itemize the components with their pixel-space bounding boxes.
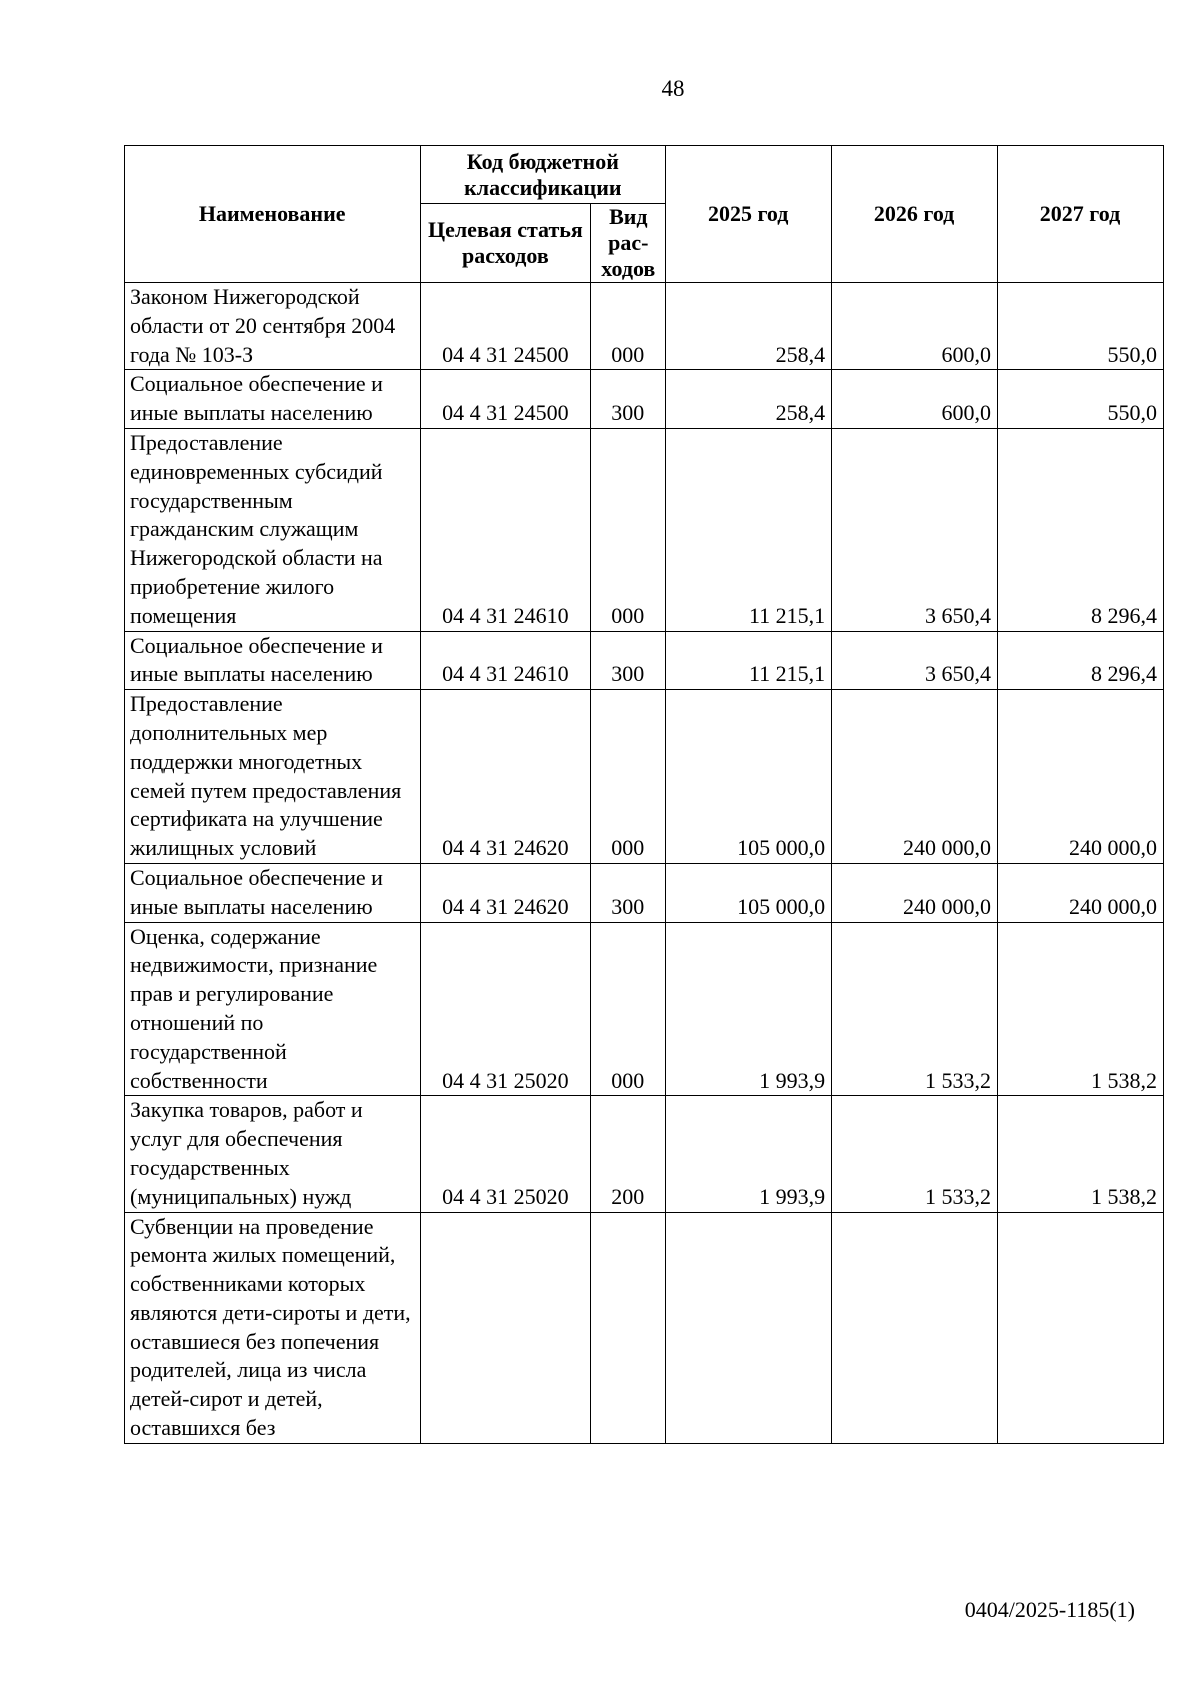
row-target-article	[421, 1212, 591, 1443]
row-target-article: 04 4 31 24620	[421, 863, 591, 922]
row-value-2025	[666, 1212, 832, 1443]
table-row	[125, 690, 1164, 864]
table-row	[125, 1096, 1164, 1212]
row-value-2025: 1 993,9	[666, 1096, 832, 1212]
table-row	[125, 631, 1164, 690]
table-row	[125, 1212, 1164, 1443]
row-value-2027: 240 000,0	[998, 863, 1164, 922]
row-value-2026: 600,0	[832, 283, 998, 370]
table-row	[125, 863, 1164, 922]
row-target-article: 04 4 31 24610	[421, 631, 591, 690]
row-expense-kind: 300	[591, 863, 666, 922]
row-name: Закупка товаров, работ и услуг для обеспечения государственных (муниципальных) нужд	[125, 1096, 421, 1212]
header-year-2027: 2027 год	[998, 146, 1164, 283]
row-target-article: 04 4 31 24500	[421, 283, 591, 370]
row-value-2025: 105 000,0	[666, 863, 832, 922]
row-value-2027	[998, 1212, 1164, 1443]
row-target-article: 04 4 31 25020	[421, 1096, 591, 1212]
row-value-2027: 240 000,0	[998, 690, 1164, 864]
row-value-2027: 550,0	[998, 283, 1164, 370]
row-target-article: 04 4 31 24620	[421, 690, 591, 864]
row-expense-kind	[591, 1212, 666, 1443]
row-value-2027: 8 296,4	[998, 428, 1164, 631]
header-target-article: Целевая статья расходов	[421, 204, 591, 283]
budget-table	[124, 145, 1164, 1444]
row-value-2025: 11 215,1	[666, 428, 832, 631]
page-number: 48	[661, 76, 685, 101]
row-name: Субвенции на проведение ремонта жилых помещений, собственниками которых являются дети-сироты и дети, оставшиеся без попечения родителей, лица из числа детей-сирот и детей, оставшихся без	[125, 1212, 421, 1443]
row-expense-kind: 200	[591, 1096, 666, 1212]
row-value-2027: 1 538,2	[998, 1096, 1164, 1212]
header-expense-kind: Вид рас-ходов	[591, 204, 666, 283]
row-target-article: 04 4 31 24610	[421, 428, 591, 631]
row-value-2027: 8 296,4	[998, 631, 1164, 690]
row-target-article: 04 4 31 25020	[421, 922, 591, 1096]
table-body	[125, 283, 1164, 1444]
row-expense-kind: 000	[591, 283, 666, 370]
row-value-2026: 1 533,2	[832, 922, 998, 1096]
table-row	[125, 428, 1164, 631]
row-value-2026: 240 000,0	[832, 863, 998, 922]
table-header	[125, 146, 1164, 283]
row-value-2026: 600,0	[832, 370, 998, 429]
document-code: 0404/2025-1185(1)	[964, 1597, 1135, 1622]
table-row	[125, 283, 1164, 370]
table-row	[125, 922, 1164, 1096]
row-expense-kind: 300	[591, 370, 666, 429]
row-value-2027: 1 538,2	[998, 922, 1164, 1096]
header-year-2026: 2026 год	[832, 146, 998, 283]
row-expense-kind: 000	[591, 690, 666, 864]
row-name: Предоставление единовременных субсидий государственным гражданским служащим Нижегородской области на приобретение жилого помещения	[125, 428, 421, 631]
table-row	[125, 370, 1164, 429]
row-name: Оценка, содержание недвижимости, признание прав и регулирование отношений по государственной собственности	[125, 922, 421, 1096]
row-value-2026: 3 650,4	[832, 428, 998, 631]
row-value-2025: 258,4	[666, 283, 832, 370]
row-name: Предоставление дополнительных мер поддержки многодетных семей путем предоставления сертификата на улучшение жилищных условий	[125, 690, 421, 864]
row-value-2026	[832, 1212, 998, 1443]
header-budget-code: Код бюджетной классификации	[421, 146, 666, 204]
row-value-2026: 1 533,2	[832, 1096, 998, 1212]
row-name: Законом Нижегородской области от 20 сентября 2004 года № 103-З	[125, 283, 421, 370]
row-expense-kind: 300	[591, 631, 666, 690]
row-value-2025: 11 215,1	[666, 631, 832, 690]
row-value-2026: 240 000,0	[832, 690, 998, 864]
row-name: Социальное обеспечение и иные выплаты населению	[125, 631, 421, 690]
row-value-2025: 105 000,0	[666, 690, 832, 864]
row-value-2025: 258,4	[666, 370, 832, 429]
row-value-2026: 3 650,4	[832, 631, 998, 690]
row-expense-kind: 000	[591, 428, 666, 631]
row-target-article: 04 4 31 24500	[421, 370, 591, 429]
row-value-2027: 550,0	[998, 370, 1164, 429]
row-expense-kind: 000	[591, 922, 666, 1096]
header-year-2025: 2025 год	[666, 146, 832, 283]
row-value-2025: 1 993,9	[666, 922, 832, 1096]
row-name: Социальное обеспечение и иные выплаты населению	[125, 863, 421, 922]
header-name: Наименование	[125, 146, 421, 283]
row-name: Социальное обеспечение и иные выплаты населению	[125, 370, 421, 429]
